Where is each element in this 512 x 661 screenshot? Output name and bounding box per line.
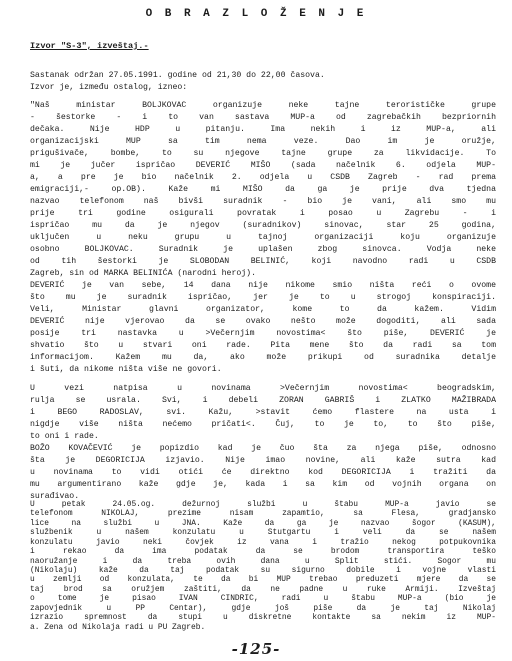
text-line: izrazio spremnost da stupi u diskretne kontakte sa nekim iz MUP- <box>30 613 496 623</box>
text-line: šta je DEGORICIJA izjavio. Nije imao novine, ali kaže sutra kad <box>30 456 496 465</box>
text-line: naoružanje i da treba ovih dana u Split stići. Šogor mu <box>30 556 496 566</box>
text-line: osobno BOLJKOVAC. Suradnik je uplašen zbog sinovca. Vodja neke <box>30 245 496 254</box>
text-line: nazvao telefonom naš bivši suradnik - bio je vani, ali smo mu <box>30 197 496 206</box>
text-line: i BEGO RADOSLAV, svi. Kažu, >stavit ćemo flastere na usta i <box>30 408 496 417</box>
text-line: telefonom NIKOLAJ, prezime nisam zapamtio, sa Flesa, gradjansko <box>30 509 496 519</box>
text-line: informacijom. Kažem mu da, ako može prikupi od suradnika detalje <box>30 353 496 362</box>
text-line: i rekao da ima podatak da se brodom transportira teško <box>30 547 496 557</box>
text-line: uključen u neku grupu u tajnoj organizaciji koju organizuje <box>30 233 496 242</box>
text-line: što mu je suradnik ispričao, jer je to u strogoj konspiraciji. <box>30 293 496 302</box>
text-line: a, a pre je bio načelnik 2. odjela u CSDB Zagreb - rad prema <box>30 173 496 182</box>
text-line: posije tri nastavka u >Večernjim novostima< što piše, DEVERIĆ je <box>30 329 496 338</box>
text-line: konzulatu javio neki čovjek iz vana i tražio nekog potpukovnika <box>30 537 496 547</box>
text-line: DEVERIĆ nije vjerovao da se ovako nešto može dogoditi, ali sada <box>30 317 496 326</box>
text-line: dečaka. Nije HDP u pitanju. Ima nekih i iz MUP-a, ali <box>30 125 496 134</box>
text-line: zapovjednik u PP Centar), gdje još piše da je taj Nikolaj <box>30 603 496 613</box>
text-line: surađivao. <box>30 492 80 501</box>
text-line: mu argumentirano kaže gdje je, kada i sa kim od vojnih organa on <box>30 480 496 489</box>
text-line: prije tri godine osigurali povratak i posao u Zagrebu - i <box>30 209 496 218</box>
text-line: ispričao mu da je njegov (suradnikov) sinovac, star 25 godina, <box>30 221 496 230</box>
text-line: BOŽO KOVAČEVIĆ je popizdio kad je čuo šta za njega piše, odnosno <box>30 444 496 453</box>
text-line: lice na službi u JNA. Kaže da ga je nazvao šogor (KASUM), <box>30 518 496 528</box>
text-line: to oni i rade. <box>30 432 99 441</box>
text-line: U vezi natpisa u novinama >Večernjim novostima< beogradskim, <box>30 384 496 393</box>
page-number: -125- <box>231 640 281 658</box>
intro-line: Izvor je, između ostalog, izneo: <box>30 83 188 92</box>
text-line: službenik u našem konzulatu u Štutgartu i veli da se našem <box>30 528 496 538</box>
text-line: DEVERIĆ je van sebe, 14 dana nije nikome smio ništa reći o ovome <box>30 281 496 290</box>
text-line: Zagreb, sin od MARKA BELINIĆA (narodni heroj). <box>30 269 257 278</box>
text-line: emigraciji,- op.OB). Kaže mi MIŠO da ga je prije dva tjedna <box>30 185 496 194</box>
text-line: a. Žena od Nikolaja radi u PU Zagreb. <box>30 622 206 632</box>
text-line: u zemlji od konzulata, te da bi MUP trebao preduzeti mjere da se <box>30 575 496 585</box>
text-line: (Nikolaju) kaže da taj podatak su sigurno dobile i vojne vlasti <box>30 566 496 575</box>
text-line: i šuti, da nikome ništa više ne govori. <box>30 365 222 374</box>
text-line: taj brod sa oružjem zaštiti, da ne padne u ruke Armiji. Izveštaj <box>30 584 496 594</box>
source-heading: Izvor "S-3", izveštaj.- <box>30 41 149 51</box>
text-line: shvatio što u stvari oni rade. Pita mene što da radi sa tom <box>30 341 496 350</box>
text-line: prigušivače, bombe, to su njegove tajne grupe za likvidacije. To <box>30 149 496 158</box>
text-line: nigdje više ništa nećemo pričati<. Čuj, to je to, to što piše, <box>30 420 496 429</box>
document-title: O B R A Z L O Ž E N J E <box>145 8 367 20</box>
text-line: od tih šestorki je SLOBODAN BELINIĆ, koji navodno radi u CSDB <box>30 257 496 266</box>
text-line: "Naš ministar BOLJKOVAC organizuje neke tajne terorističke grupe <box>30 101 496 110</box>
text-line: - šestorke - i to van sastava MUP-a od zagrebačkih bezpriornih <box>30 113 496 122</box>
text-line: o tome je pisao IVAN CINDRIĆ, radi u štabu MUP-a (bio je <box>30 594 496 604</box>
text-line: Veli, Ministar glavni organizator, kome to da kažem. Vidim <box>30 305 496 314</box>
meeting-line: Sastanak održan 27.05.1991. godine od 21,30 do 22,00 časova. <box>30 71 325 80</box>
text-line: organizacijski MUP sa tim nema veze. Dao im je oružje, <box>30 137 496 146</box>
text-line: U petak 24.05.og. dežurnoj službi u štabu MUP-a javio se <box>30 500 496 509</box>
text-line: rulja se usrala. Svi, i debeli ZORAN GABRIŠ i ZLATKO MAŽIBRADA <box>30 396 496 405</box>
text-line: mi je jučer ispričao DEVERIĆ MIŠO (sada načelnik 6. odjela MUP- <box>30 161 496 170</box>
text-line: u novinama to vidi otići će direktno kod DEGORICIJA i tražiti da <box>30 468 496 477</box>
